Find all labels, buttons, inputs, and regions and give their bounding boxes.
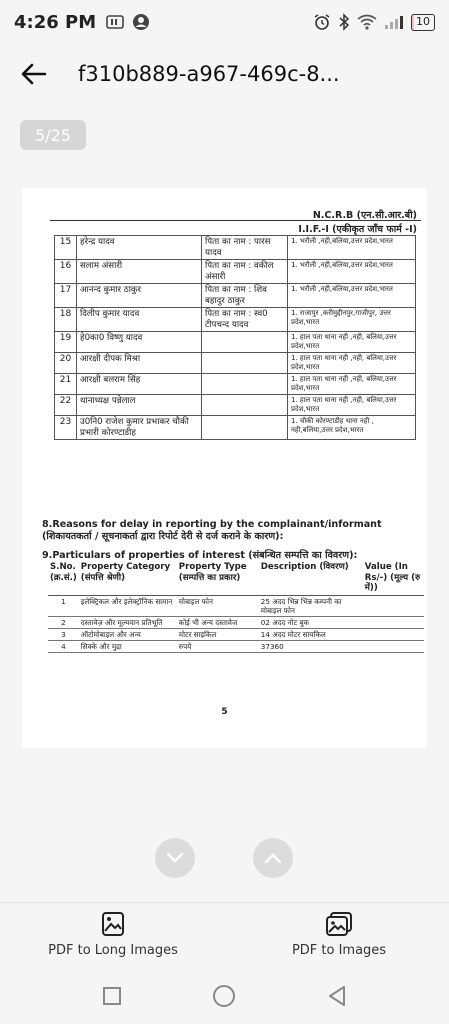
person-number: 15 (55, 236, 77, 260)
property-category: दस्तावेज़ और मूल्यवान प्रतिभूति (79, 616, 177, 628)
person-name: आरक्षी बलराम सिंह (77, 374, 202, 395)
property-desc: 37360 (259, 640, 363, 652)
triangle-back-icon (327, 985, 347, 1007)
status-bar (0, 0, 449, 44)
person-address: 1. चौकी कोरण्टाडीह थाना नही , नही,बलिया,उत्तर प्रदेश,भारत (288, 416, 416, 440)
person-address: 1. हाल पता थाना नही ,नही, बलिया,उत्तर प्रदेश,भारत (288, 353, 416, 374)
wifi-icon (357, 14, 377, 30)
property-desc: 14 अदद मोटर सायकिल (259, 628, 363, 640)
property-value (363, 640, 424, 652)
property-row (48, 628, 424, 640)
notification-icon (106, 13, 124, 31)
person-number: 17 (55, 284, 77, 308)
person-relation (202, 416, 288, 440)
property-sno: 4 (48, 640, 79, 652)
app-bar (0, 48, 449, 100)
doc-header-iif: I.I.F.-I (एकीकृत जाँच फार्म -I) (298, 224, 417, 235)
persons-table (54, 235, 416, 440)
pdf-to-long-images-label: PDF to Long Images (48, 943, 178, 958)
property-type: मोटर साइकिल (177, 628, 259, 640)
account-icon (132, 13, 150, 31)
person-name: उ0नि0 राजेश कुमार प्रभाकर चौकी प्रभारी कोरण्टाडीह (77, 416, 202, 440)
person-number: 19 (55, 332, 77, 353)
section-8-title: 8.Reasons for delay in reporting by the complainant/informant (42, 519, 382, 530)
person-row (55, 284, 416, 308)
pdf-page[interactable] (22, 188, 427, 748)
page-title: f310b889-a967-469c-8... (78, 62, 340, 86)
section-8 (42, 519, 422, 542)
property-sno: 1 (48, 595, 79, 616)
person-relation: पिता का नाम : स्व0 टीपचन्द यादव (202, 308, 288, 332)
person-number: 22 (55, 395, 77, 416)
person-address: 1. भरौली ,नही,बलिया,उत्तर प्रदेश,भारत (288, 236, 416, 260)
person-row (55, 395, 416, 416)
page-indicator: 5/25 (20, 120, 86, 150)
system-back-button[interactable] (324, 983, 350, 1009)
bluetooth-icon (338, 13, 350, 31)
person-address: 1. राजापुर ,करीमुद्दीनपुर,गाजीपुर, उत्तर प्रदेश,भारत (288, 308, 416, 332)
property-value (363, 616, 424, 628)
person-relation: पिता का नाम : शिव बहादुर ठाकुर (202, 284, 288, 308)
property-category: इलेक्ट्रिकल और इलेक्ट्रॉनिक सामान (79, 595, 177, 616)
pdf-to-long-images-button[interactable] (48, 911, 178, 958)
person-name: आरक्षी दीपक मिश्रा (77, 353, 202, 374)
person-row (55, 332, 416, 353)
header-value: Value (In Rs/-) (मूल्य (रु में)) (363, 561, 424, 595)
property-type: कोई भी अन्य दस्तावेज (177, 616, 259, 628)
section-9-title: 9.Particulars of properties of interest (संबन्धित सम्पत्ति का विवरण): (42, 550, 358, 561)
header-description: Description (विवरण) (259, 561, 363, 595)
person-address: 1. भरौली ,नही,बलिया,उत्तर प्रदेश,भारत (288, 260, 416, 284)
previous-page-button[interactable] (253, 838, 293, 878)
person-relation: पिता का नाम : वकील अंसारी (202, 260, 288, 284)
battery-level-fill (412, 15, 414, 30)
property-sno: 3 (48, 628, 79, 640)
pdf-to-images-label: PDF to Images (291, 943, 387, 958)
signal-icon (384, 14, 404, 30)
person-row (55, 416, 416, 440)
person-relation (202, 395, 288, 416)
header-category: Property Category (संपत्ति श्रेणी) (79, 561, 177, 595)
battery-text: 10 (416, 14, 430, 28)
square-icon (102, 986, 122, 1006)
section-8-subtitle: (शिकायतकर्ता / सूचनाकर्ता द्वारा रिपोर्ट देरी से दर्ज कराने के कारण): (42, 530, 284, 542)
person-row (55, 236, 416, 260)
back-button[interactable] (12, 52, 56, 96)
person-number: 18 (55, 308, 77, 332)
property-desc: 02 अदद नोट बुक (259, 616, 363, 628)
arrow-left-icon (21, 63, 47, 85)
chevron-down-icon (166, 852, 184, 864)
person-address: 1. हाल पता थाना नही ,नही, बलिया,उत्तर प्रदेश,भारत (288, 332, 416, 353)
circle-icon (212, 984, 236, 1008)
system-navigation-bar (0, 975, 449, 1024)
pdf-to-images-button[interactable] (291, 911, 387, 958)
images-icon (325, 911, 353, 937)
property-row (48, 616, 424, 628)
home-button[interactable] (211, 983, 237, 1009)
chevron-up-icon (264, 852, 282, 864)
person-address: 1. हाल पता थाना नही ,नही, बलिया,उत्तर प्रदेश,भारत (288, 374, 416, 395)
person-name: हरेन्द्र यादव (77, 236, 202, 260)
alarm-icon (313, 13, 331, 31)
person-row (55, 374, 416, 395)
property-category: ऑटोमोबाइल और अन्य (79, 628, 177, 640)
header-divider (50, 220, 421, 221)
doc-header-ncrb: N.C.R.B (एन.सी.आर.बी) (312, 210, 417, 221)
person-relation (202, 374, 288, 395)
person-address: 1. भरौली ,नही,बलिया,उत्तर प्रदेश,भारत (288, 284, 416, 308)
next-page-button[interactable] (155, 838, 195, 878)
person-name: हे0का0 विष्णु यादव (77, 332, 202, 353)
person-row (55, 308, 416, 332)
person-number: 20 (55, 353, 77, 374)
person-name: थानाध्यक्ष पन्नेलाल (77, 395, 202, 416)
doc-page-number: 5 (221, 707, 228, 717)
person-row (55, 353, 416, 374)
person-relation (202, 332, 288, 353)
person-name: सलाम अंसारी (77, 260, 202, 284)
person-address: 1. हाल पता थाना नही ,नही, बलिया,उत्तर प्रदेश,भारत (288, 395, 416, 416)
person-number: 21 (55, 374, 77, 395)
person-row (55, 260, 416, 284)
property-type: मोबाइल फोन (177, 595, 259, 616)
property-row (48, 595, 424, 616)
bottom-action-bar (0, 902, 449, 974)
properties-table (48, 561, 424, 653)
property-row (48, 640, 424, 652)
battery-icon (411, 14, 435, 31)
recent-apps-button[interactable] (99, 983, 125, 1009)
properties-header-row (48, 561, 424, 595)
property-value (363, 628, 424, 640)
person-number: 16 (55, 260, 77, 284)
person-relation (202, 353, 288, 374)
header-sno: S.No. (क्र.सं.) (48, 561, 79, 595)
header-type: Property Type (सम्पत्ति का प्रकार) (177, 561, 259, 595)
person-name: आनन्द कुमार ठाकुर (77, 284, 202, 308)
property-desc: 25 अदद भिन्न भिन्न कम्पनी का मोबाइल फोन (259, 595, 363, 616)
status-time: 4:26 PM (14, 11, 97, 33)
property-category: सिक्के और मुद्रा (79, 640, 177, 652)
long-image-icon (101, 911, 125, 937)
property-sno: 2 (48, 616, 79, 628)
person-name: दिलीप कुमार यादव (77, 308, 202, 332)
person-relation: पिता का नाम : पारस यादव (202, 236, 288, 260)
property-type: रुपये (177, 640, 259, 652)
property-value (363, 595, 424, 616)
person-number: 23 (55, 416, 77, 440)
